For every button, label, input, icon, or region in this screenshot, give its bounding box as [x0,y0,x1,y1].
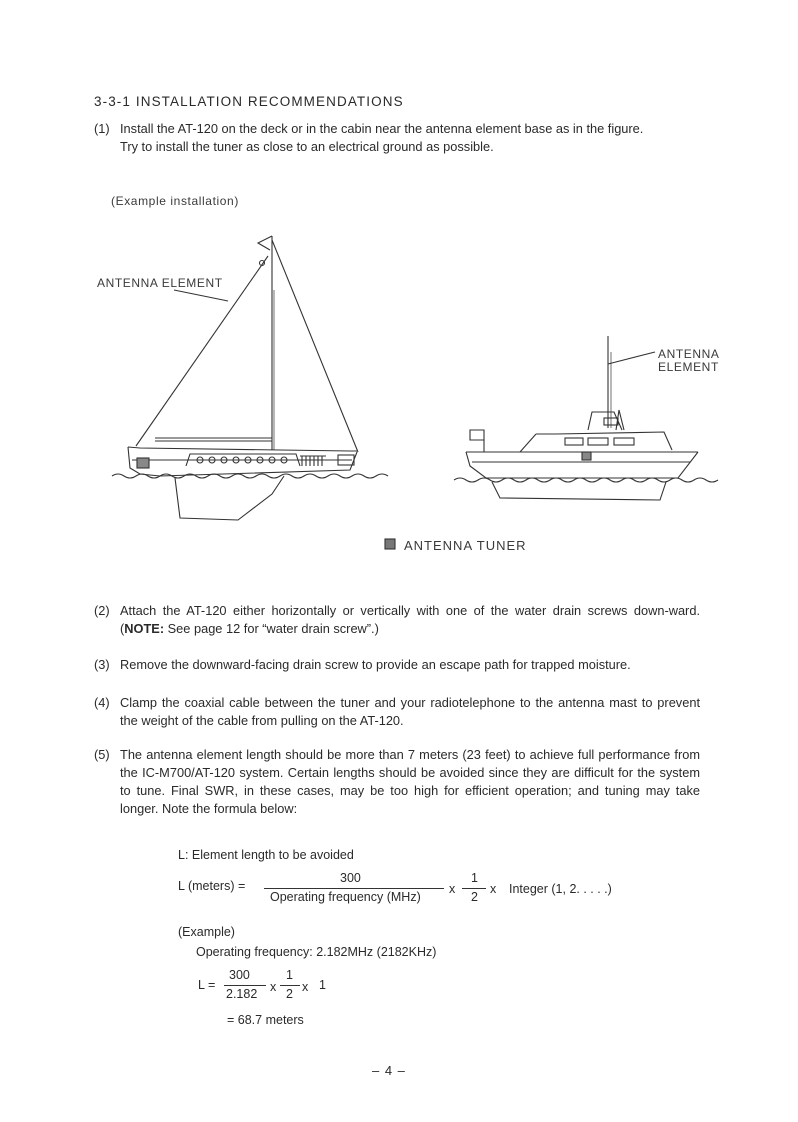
formula-times-2: x [490,882,497,896]
item-3-text: Remove the downward-facing drain screw to provide an escape path for trapped moisture. [120,657,631,672]
item-5-text: The antenna element length should be more than 7 meters (23 feet) to achieve full performance from the IC-M700/AT-120 system. Certain lengths should be avoided since they are difficult for the system to tune. Final SWR, in these cases, may be too high for efficient operation; and tuning may take longer. Note the formula below: [120,747,700,816]
formula-fraction-bar [264,888,444,889]
item-number: (3) [94,657,110,672]
formula-lhs: L (meters) = [178,879,246,893]
item-number: (2) [94,603,110,618]
example-numerator: 300 [229,968,250,982]
item-2-text-a: Attach the AT-120 either horizontally or vertically with one of the water drain screws down-ward. ( [120,603,700,636]
porthole-marks [196,453,278,463]
item-3 [94,656,700,674]
example-integer: 1 [319,978,326,992]
formula-numerator: 300 [340,871,361,885]
formula-definition: L: Element length to be avoided [178,848,354,862]
item-number: (4) [94,695,110,710]
formula-denominator: Operating frequency (MHz) [270,890,421,904]
item-5 [94,746,700,818]
item-number: (1) [94,121,110,136]
example-half-bar [280,985,300,986]
section-heading: 3-3-1 INSTALLATION RECOMMENDATIONS [94,94,404,109]
page-number: – 4 – [372,1063,406,1078]
tuner-legend-icon [385,539,395,549]
item-4 [94,694,700,730]
example-half-numerator: 1 [286,968,293,982]
formula-integer: Integer (1, 2. . . . .) [509,882,612,896]
formula-times-1: x [449,882,456,896]
example-fraction-bar [224,985,266,986]
formula-half-numerator: 1 [471,871,478,885]
note-label: NOTE: [124,621,165,636]
example-result: = 68.7 meters [227,1013,304,1027]
item-2-text [120,602,700,638]
item-number: (5) [94,747,110,762]
example-label: (Example) [178,925,235,939]
motorboat-antenna-label-1: ANTENNA [658,347,720,361]
item-1-line-1: Install the AT-120 on the deck or in the cabin near the antenna element base as in the figure. [120,121,644,136]
antenna-tuner-legend: ANTENNA TUNER [404,538,527,553]
item-2-text-b: See page 12 for “water drain screw”.) [164,621,379,636]
example-half-denominator: 2 [286,987,293,1001]
item-1-line-2: Try to install the tuner as close to an electrical ground as possible. [120,139,494,154]
example-lhs: L = [198,978,216,992]
item-4-text: Clamp the coaxial cable between the tuner and your radiotelephone to the antenna mast to prevent the weight of the cable from pulling on the AT-120. [120,695,700,728]
sailboat-antenna-label: ANTENNA ELEMENT [97,276,223,290]
example-frequency: Operating frequency: 2.182MHz (2182KHz) [196,945,437,959]
motorboat-antenna-label-2: ELEMENT [658,360,719,374]
figure-caption: (Example installation) [111,194,239,208]
example-times-2: x [302,980,309,994]
formula-half-bar [462,888,486,889]
example-denominator: 2.182 [226,987,258,1001]
formula-half-denominator: 2 [471,890,478,904]
example-times-1: x [270,980,277,994]
item-2 [94,602,700,638]
